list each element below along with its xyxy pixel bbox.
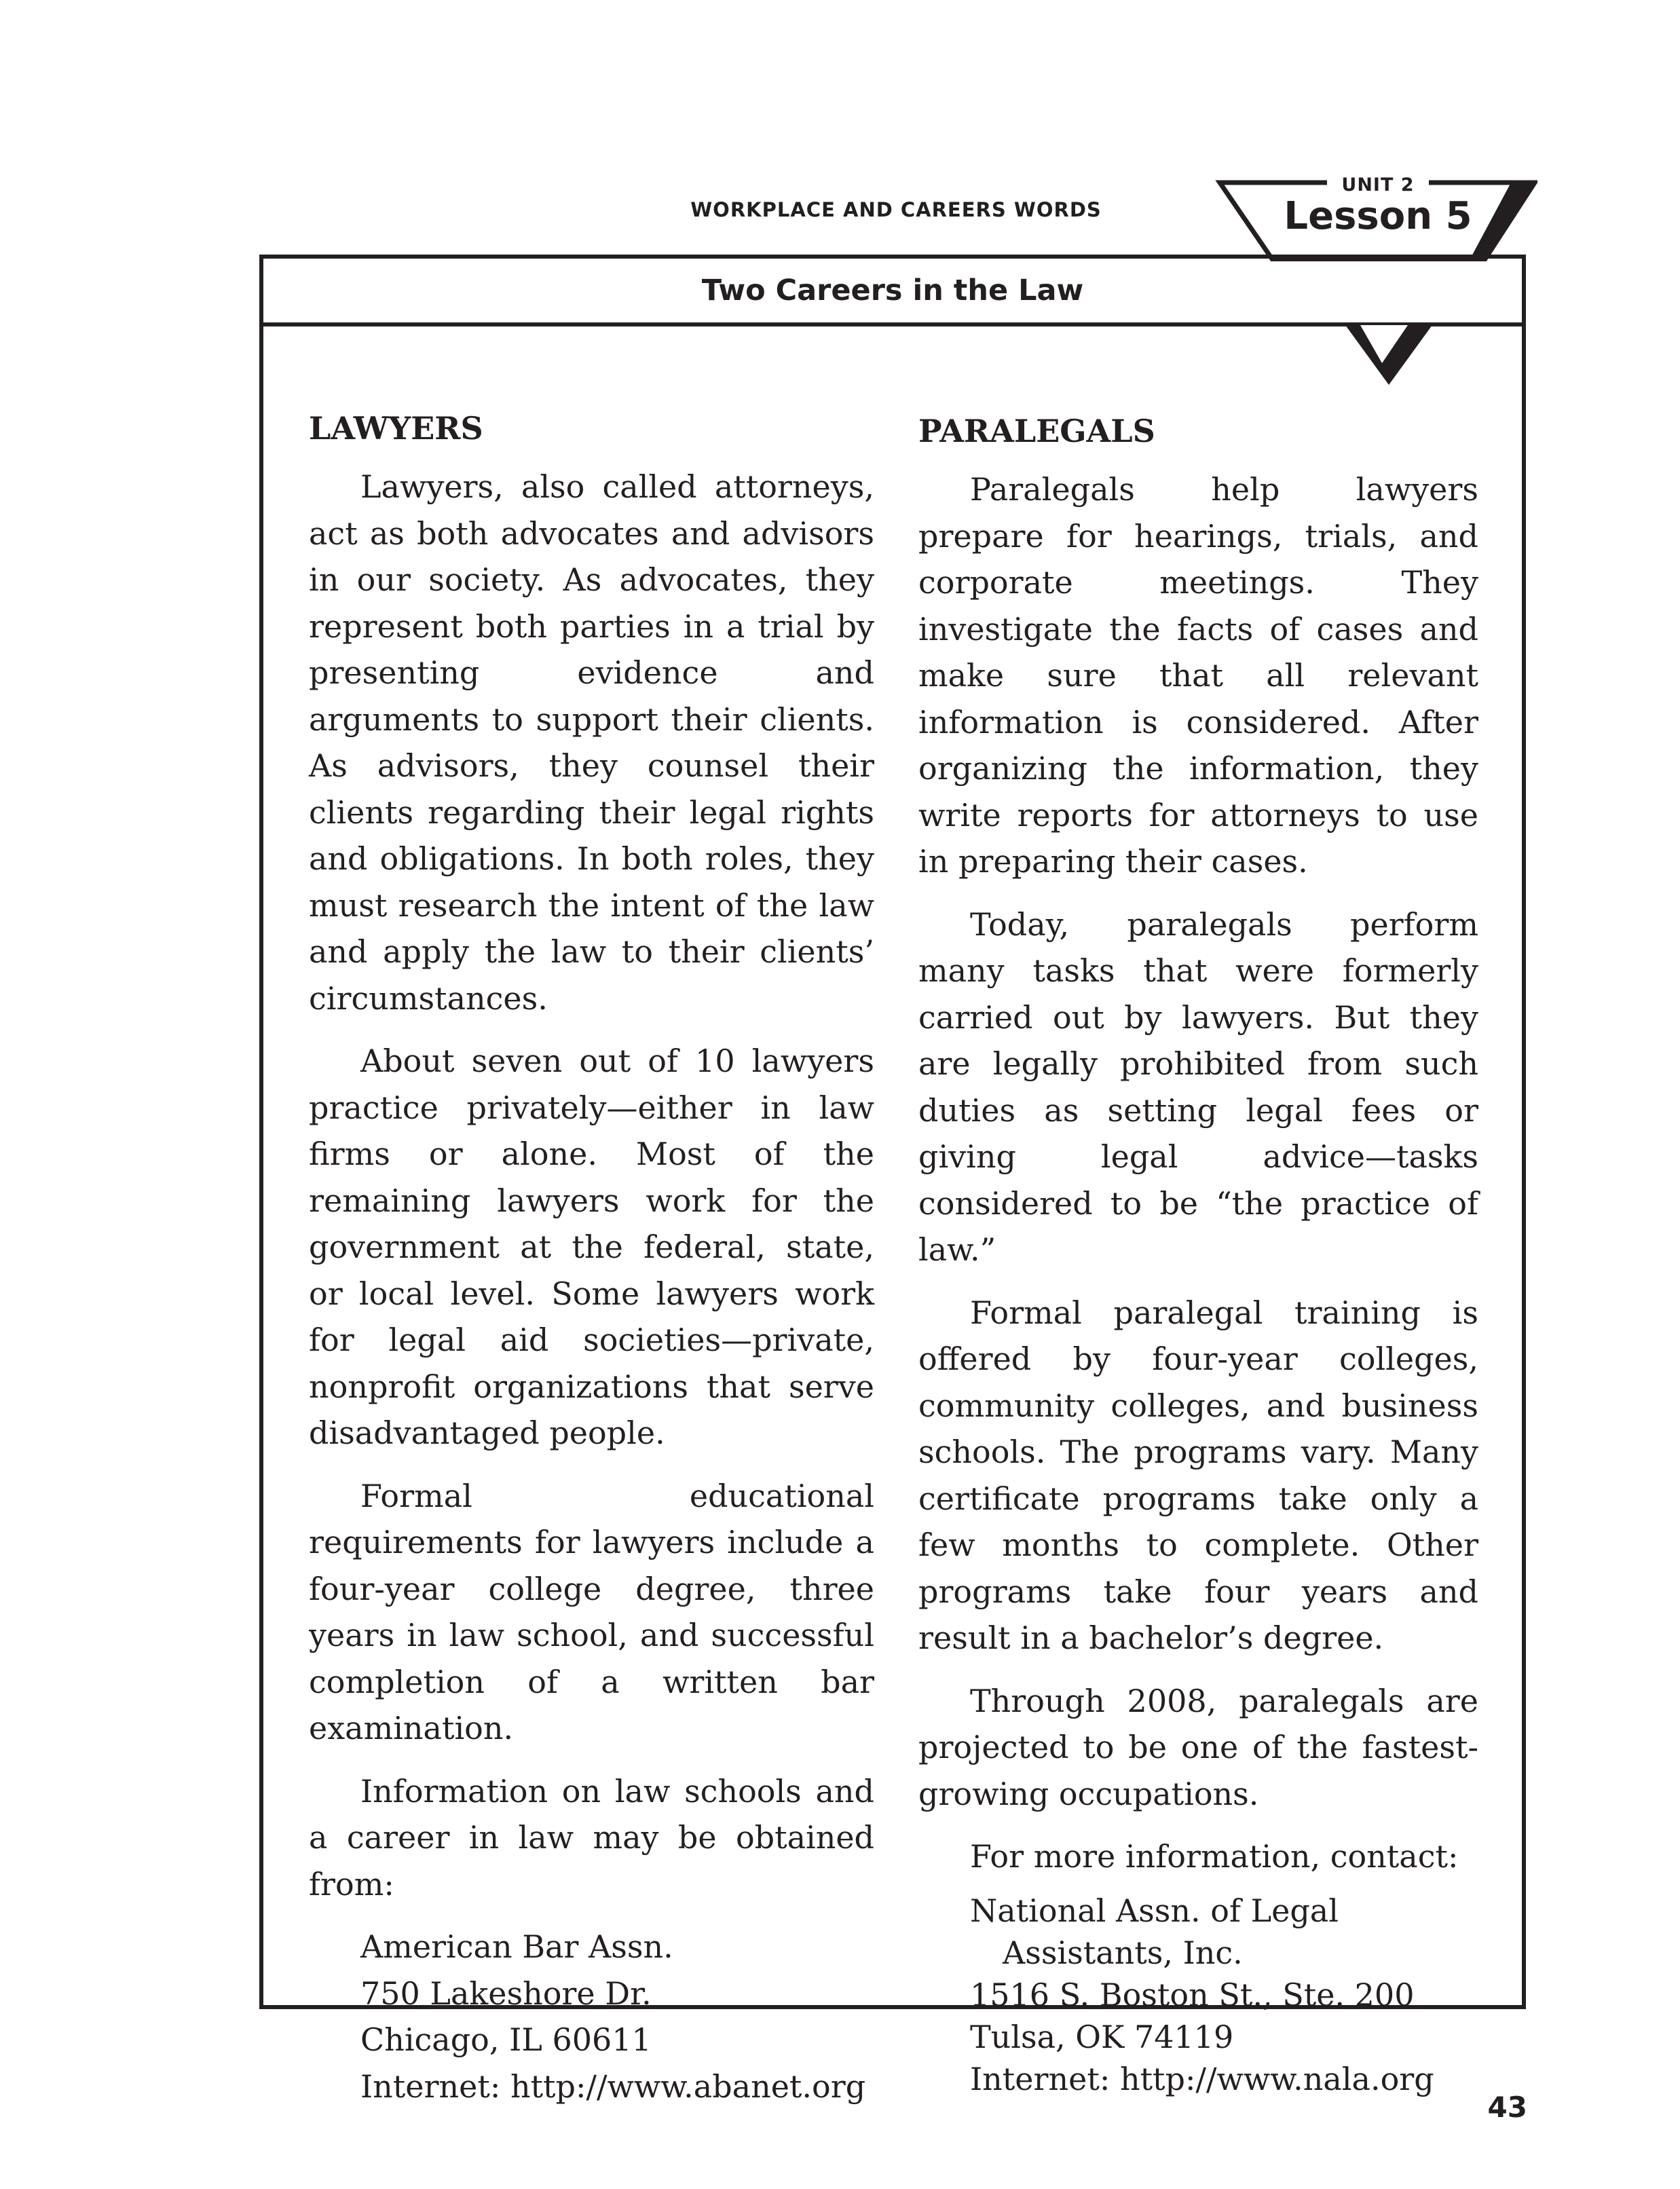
paralegals-paragraph: Today, paralegals perform many tasks that were formerly carried out by lawyers. But they are legally prohibited from such duties as setting legal fees or giving legal advice—tasks considered to be “the practice of law.” [918,905,1478,1268]
contact-line: Assistants, Inc. [1003,1934,1243,1971]
lawyers-heading: LAWYERS [309,410,483,447]
contact-line: Internet: http://www.nala.org [970,2060,1434,2097]
lawyers-paragraph: About seven out of 10 lawyers practice privately—either in law firms or alone. Most of the remaining lawyers work for the government at the federal, state, or local level. Some lawyers work for legal aid societies—private, nonprofit organizations that serve disadvantaged people. [309,1043,874,1451]
box-title: Two Careers in the Law [263,259,1522,326]
lawyers-contact [309,1924,874,2110]
paralegals-paragraph: Formal paralegal training is offered by four-year colleges, community colleges, and business schools. The programs vary. Many certificate programs take only a few months to complete. Other programs take four years and result in a bachelor’s degree. [918,1294,1478,1656]
contact-line: Tulsa, OK 74119 [970,2018,1234,2055]
section-title: WORKPLACE AND CAREERS WORDS [690,198,1102,221]
lawyers-paragraph: Formal educational requirements for lawyers include a four-year college degree, three years in law school, and successful completion of a written bar examination. [309,1477,874,1746]
paralegals-contact-intro: For more information, contact: [970,1838,1459,1875]
contact-line: 750 Lakeshore Dr. [360,1975,652,2012]
contact-line: National Assn. of Legal [970,1892,1339,1929]
paralegals-column [918,411,1478,2100]
paralegals-contact [918,1890,1478,2100]
page-number: 43 [1487,2091,1527,2124]
lawyers-paragraph: Information on law schools and a career in law may be obtained from: [309,1772,874,1903]
contact-line: American Bar Assn. [360,1928,673,1965]
contact-line: Chicago, IL 60611 [360,2021,652,2058]
lesson-badge [1212,173,1537,261]
content-frame [259,255,1526,2105]
contact-line: Internet: http://www.abanet.org [360,2068,866,2105]
paralegals-paragraph: Paralegals help lawyers prepare for hearings, trials, and corporate meetings. They investigate the facts of cases and make sure that all relevant information is considered. After organizing the information, they write reports for attorneys to use in preparing their cases. [918,471,1478,880]
pointer-shape [1343,322,1438,390]
lesson-label: Lesson 5 [1284,194,1472,238]
lawyers-paragraph: Lawyers, also called attorneys, act as both advocates and advisors in our society. As advocates, they represent both parties in a trial by presenting evidence and arguments to support their clients. As advisors, they counsel their clients regarding their legal rights and obligations. In both roles, they must research the intent of the law and apply the law to their clients’ circumstances. [309,468,874,1017]
unit-label: UNIT 2 [1327,174,1429,195]
lawyers-column [309,408,874,2110]
paralegals-heading: PARALEGALS [918,413,1155,449]
paralegals-paragraph: Through 2008, paralegals are projected to be one of the fastest-growing occupations. [918,1682,1478,1812]
contact-line: 1516 S. Boston St., Ste. 200 [970,1976,1415,2013]
